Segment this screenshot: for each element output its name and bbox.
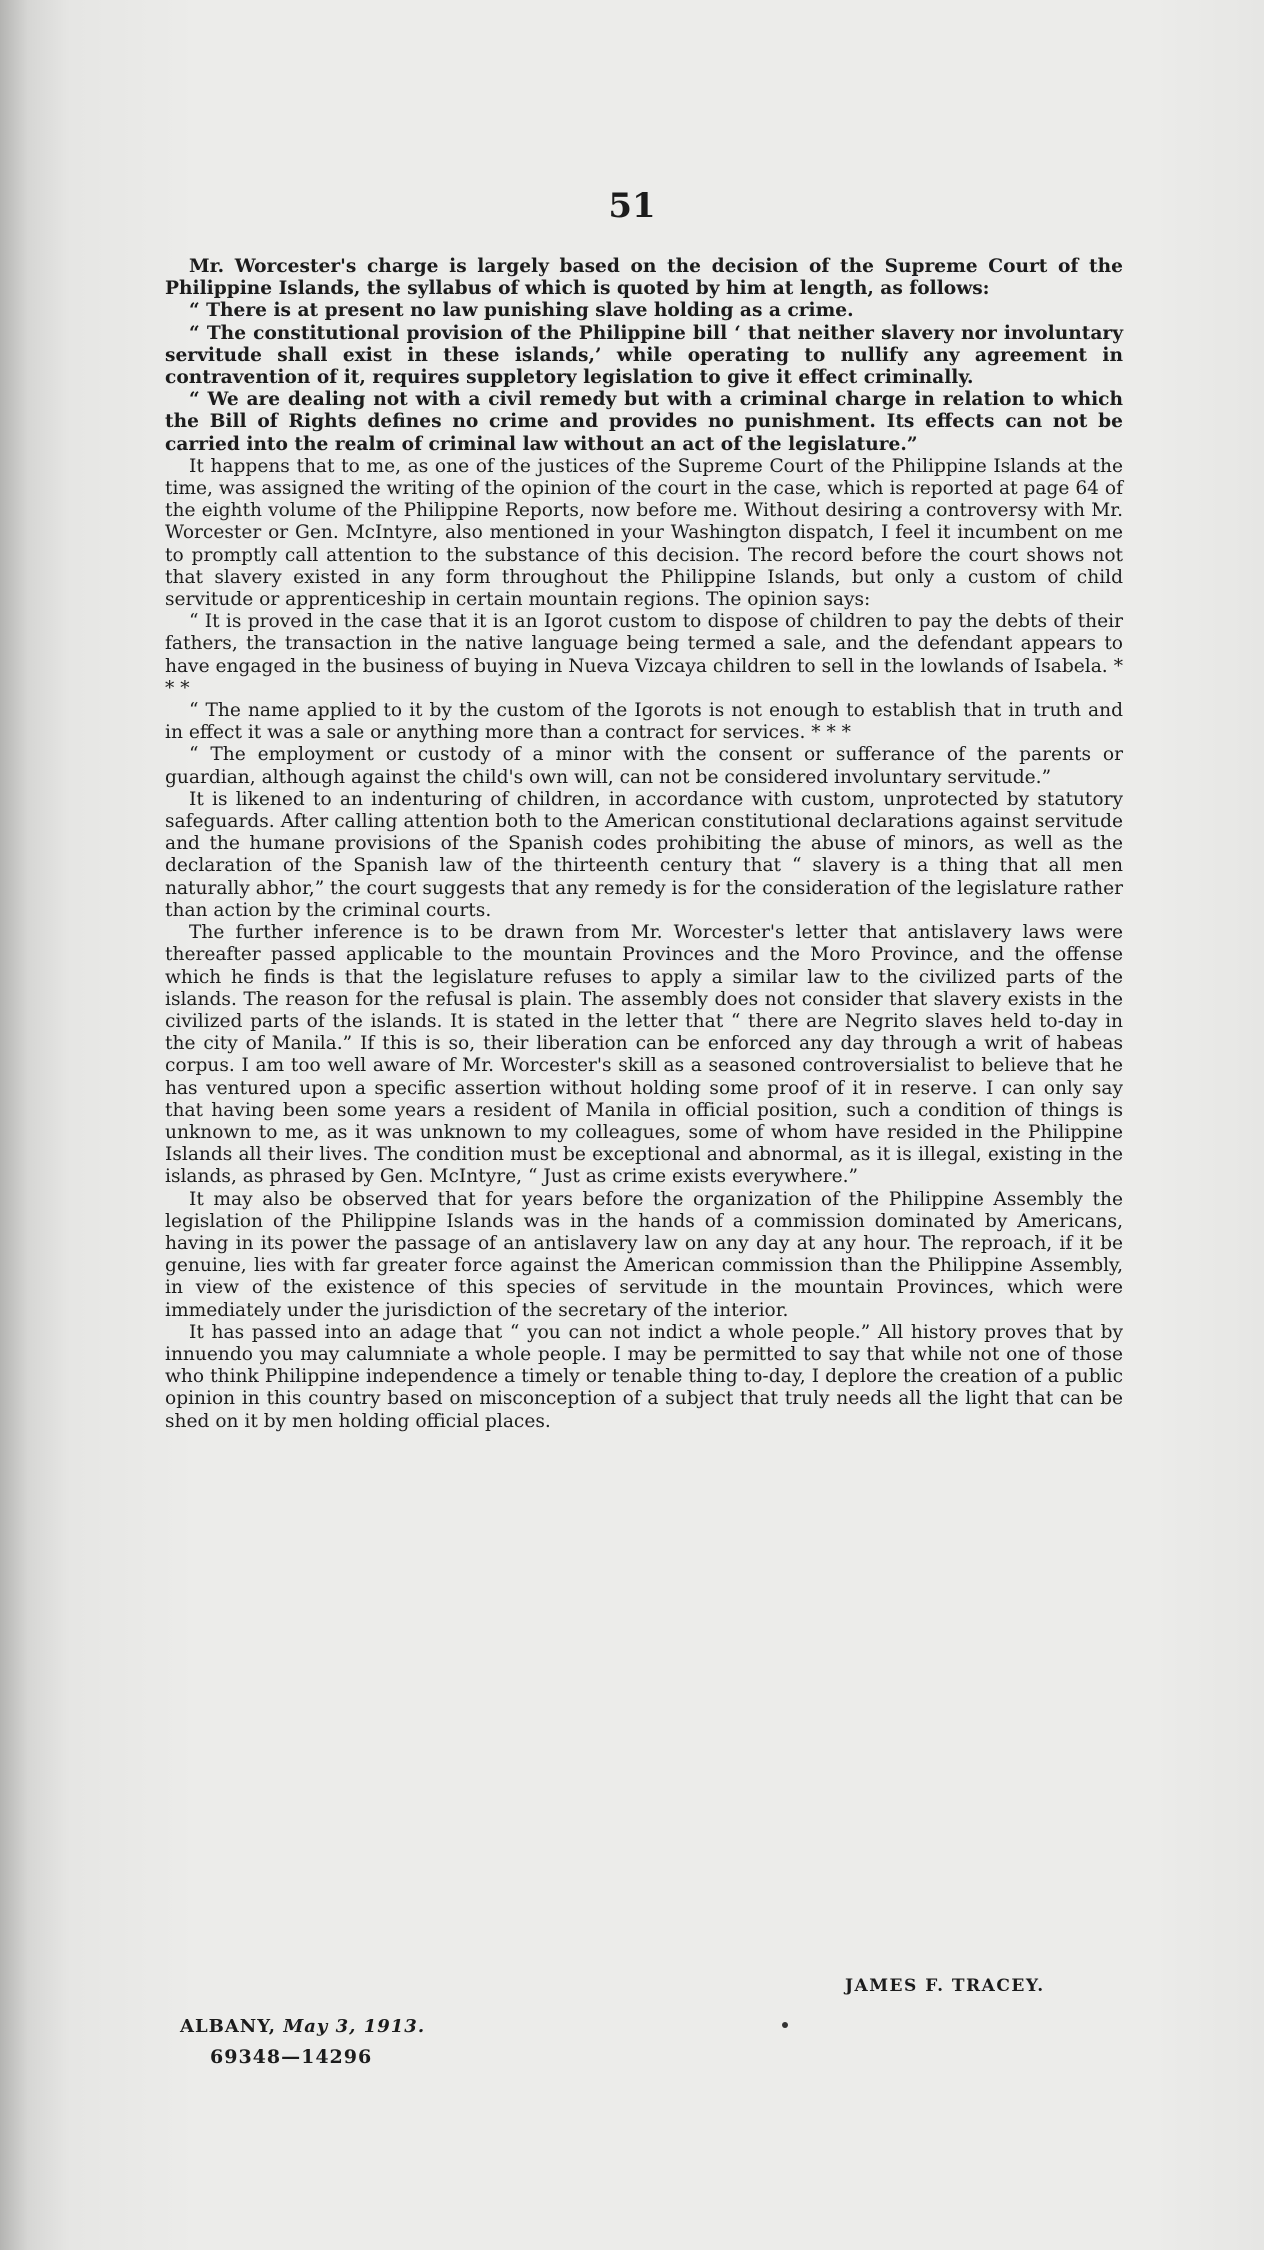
letter-body — [165, 256, 1123, 1433]
date: May 3, 1913. — [283, 2016, 426, 2037]
paragraph-commission: It may also be observed that for years before the organization of the Philippine Assembly the legislation of the Philippine Islands was in the hands of a commission dominated by Americans, having in its power the passage of an antislavery law on any day at any hour. The reproach, if it be genuine, lies with far greater force against the American commission than the Philippine Assembly, in view of the existence of this species of servitude in the mountain Provinces, which were immediately under the jurisdiction of the secretary of the interior. — [165, 1188, 1123, 1321]
paragraph-opinion-quote-1: “ It is proved in the case that it is an Igorot custom to dispose of children to pay the debts of their fathers, the transaction in the native language being termed a sale, and the defendant appears to have engaged in the business of buying in Nueva Vizcaya children to sell in the lowlands of Isabela. * * * — [165, 611, 1123, 699]
paragraph-further-inference: The further inference is to be drawn from Mr. Worcester's letter that antislavery laws were thereafter passed applicable to the mountain Provinces and the Moro Province, and the offense which he finds is that the legislature refuses to apply a similar law to the civilized parts of the islands. The reason for the refusal is plain. The assembly does not consider that slavery exists in the civilized parts of the islands. It is stated in the letter that “ there are Negrito slaves held to-day in the city of Manila.” If this is so, their liberation can be enforced any day through a writ of habeas corpus. I am too well aware of Mr. Worcester's skill as a seasoned controversialist to believe that he has ventured upon a specific assertion without holding some proof of it in reserve. I can only say that having been some years a resident of Manila in official position, such a condition of things is unknown to me, as it was unknown to my colleagues, some of whom have resided in the Philippine Islands all their lives. The condition must be exceptional and abnormal, as it is illegal, existing in the islands, as phrased by Gen. McIntyre, “ Just as crime exists everywhere.” — [165, 922, 1123, 1188]
paragraph-justice-opinion: It happens that to me, as one of the justices of the Supreme Court of the Philippine Islands at the time, was assigned the writing of the opinion of the court in the case, which is reported at page 64 of the eighth volume of the Philippine Reports, now before me. Without desiring a controversy with Mr. Worcester or Gen. McIntyre, also mentioned in your Washington dispatch, I feel it incumbent on me to promptly call attention to the substance of this decision. The record before the court shows not that slavery existed in any form throughout the Philippine Islands, but only a custom of child servitude or apprenticeship in certain mountain regions. The opinion says: — [165, 455, 1123, 611]
paragraph-indenturing: It is likened to an indenturing of children, in accordance with custom, unprotected by statutory safeguards. After calling attention both to the American constitutional declarations against servitude and the humane provisions of the Spanish codes prohibiting the abuse of minors, as well as the declaration of the Spanish law of the thirteenth century that “ slavery is a thing that all men naturally abhor,” the court suggests that any remedy is for the consideration of the legislature rather than action by the criminal courts. — [165, 788, 1123, 921]
paragraph-syllabus-3: “ We are dealing not with a civil remedy but with a criminal charge in relation to which the Bill of Rights defines no crime and provides no punishment. Its effects can not be carried into the realm of criminal law without an act of the legislature.” — [165, 389, 1123, 455]
paragraph-opinion-quote-2: “ The name applied to it by the custom of the Igorots is not enough to establish that in truth and in effect it was a sale or anything more than a contract for services. * * * — [165, 700, 1123, 744]
paragraph-syllabus-1: “ There is at present no law punishing slave holding as a crime. — [189, 300, 854, 322]
place-date — [180, 2016, 425, 2037]
paragraph-syllabus-2: “ The constitutional provision of the Philippine bill ‘ that neither slavery nor involuntary servitude shall exist in these islands,’ while operating to nullify any agreement in contravention of it, requires suppletory legislation to give it effect criminally. — [165, 322, 1123, 389]
place: ALBANY, — [180, 2016, 277, 2037]
page-number: 51 — [608, 186, 656, 226]
print-code: 69348—14296 — [210, 2046, 373, 2068]
signature: JAMES F. TRACEY. — [845, 1976, 1045, 1996]
decorative-dot — [782, 2022, 788, 2028]
paragraph-adage: It has passed into an adage that “ you can not indict a whole people.” All history proves that by innuendo you may calumniate a whole people. I may be permitted to say that while not one of those who think Philippine independence a timely or tenable thing to-day, I deplore the creation of a public opinion in this country based on misconception of a subject that truly needs all the light that can be shed on it by men holding official places. — [165, 1321, 1123, 1432]
paragraph-intro: Mr. Worcester's charge is largely based on the decision of the Supreme Court of the Philippine Islands, the syllabus of which is quoted by him at length, as follows: — [165, 256, 1123, 300]
paragraph-opinion-quote-3: “ The employment or custody of a minor with the consent or sufferance of the parents or guardian, although against the child's own will, can not be considered involuntary servitude.” — [165, 744, 1123, 788]
